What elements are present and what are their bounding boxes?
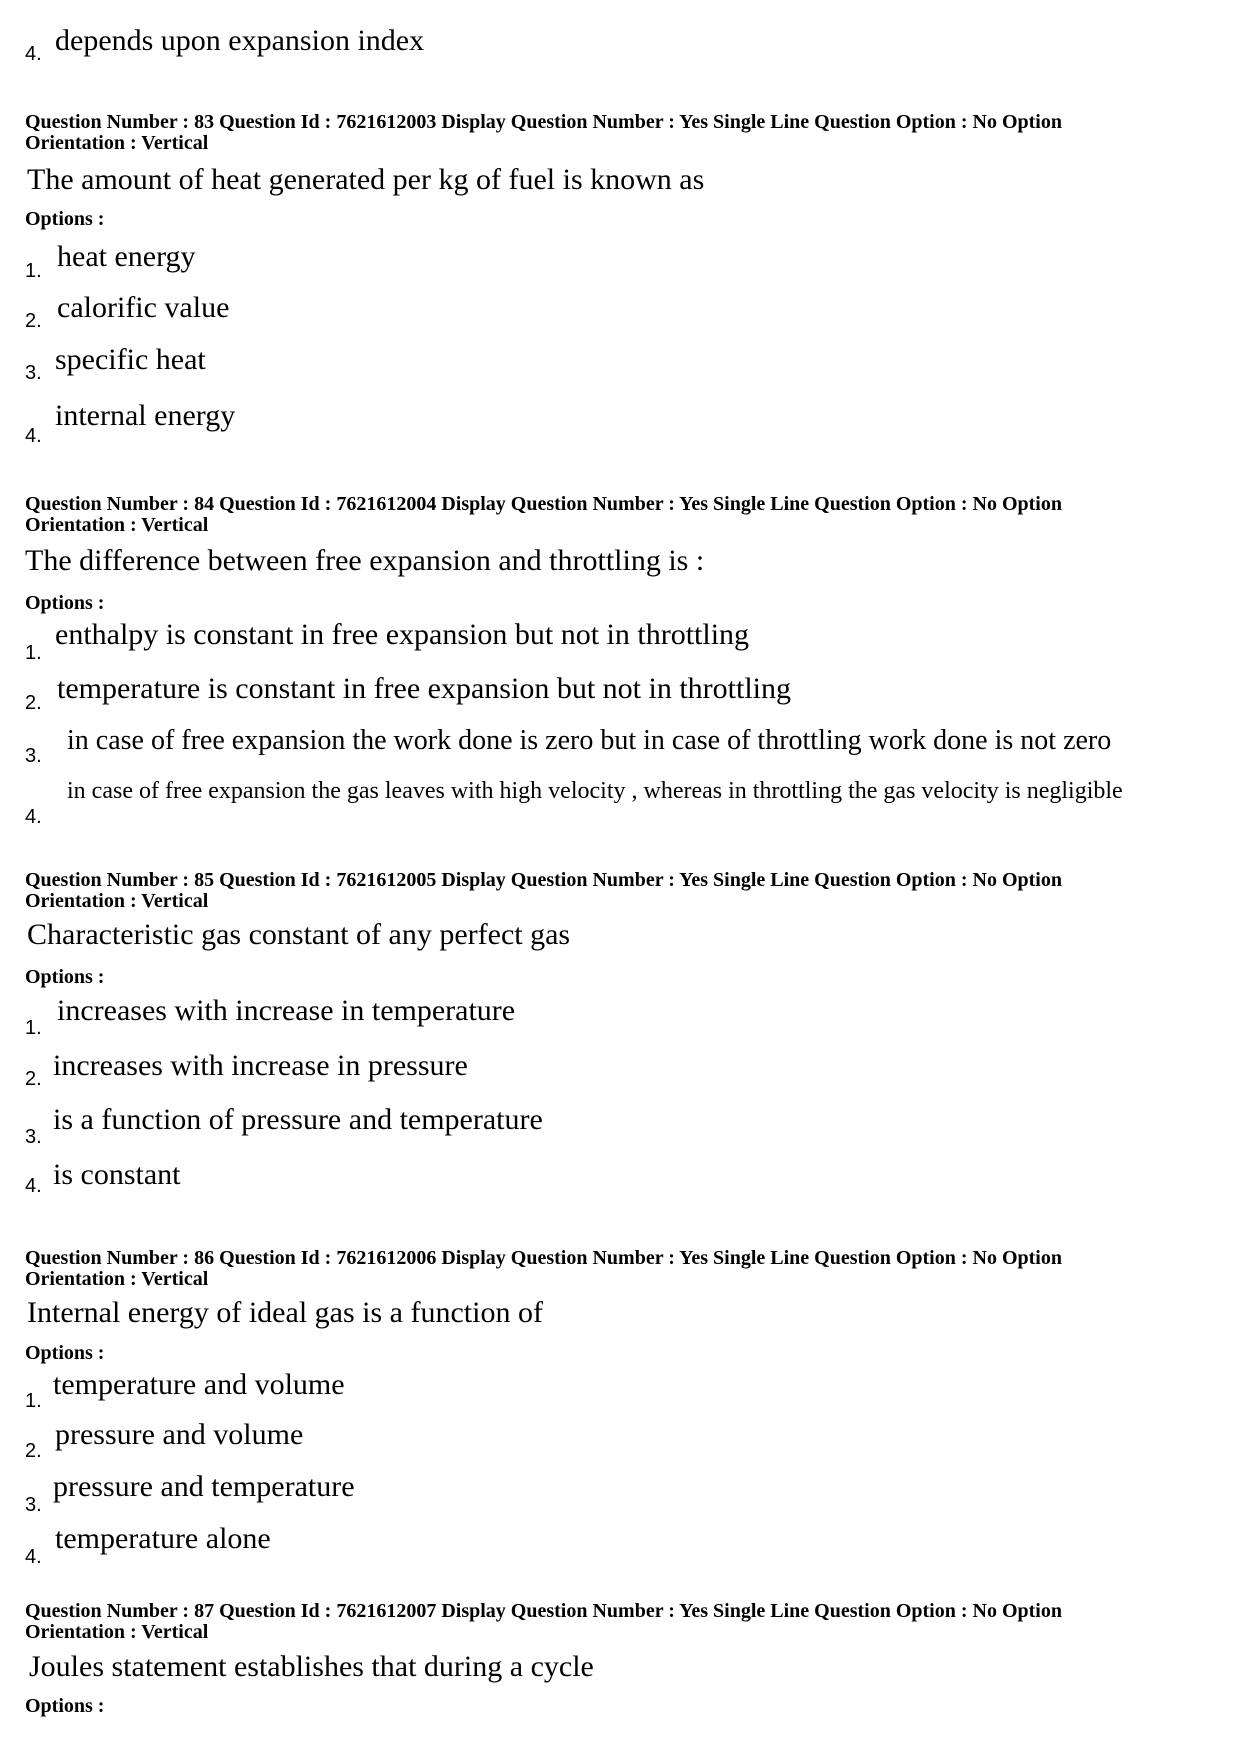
options-label: Options :	[25, 208, 105, 230]
options-label: Options :	[25, 1695, 105, 1717]
option-text: depends upon expansion index	[55, 24, 425, 57]
option-number: 1.	[25, 1017, 42, 1039]
option-text: pressure and temperature	[53, 1470, 355, 1503]
question-meta	[25, 1248, 1215, 1290]
question-meta-line: Orientation : Vertical	[25, 890, 209, 912]
question-meta-line: Question Number : 87 Question Id : 7621612007 Display Question Number : Yes Single Line Question Option : No Option	[25, 1600, 1062, 1622]
question-meta	[25, 112, 1215, 154]
option-number: 4.	[25, 43, 42, 65]
option-text: increases with increase in pressure	[53, 1049, 468, 1082]
option-number: 3.	[25, 1494, 42, 1516]
option-text: calorific value	[57, 291, 230, 324]
option-number: 2.	[25, 1068, 42, 1090]
question-text: Characteristic gas constant of any perfect gas	[27, 918, 571, 951]
options-label: Options :	[25, 592, 105, 614]
option-text: temperature is constant in free expansion but not in throttling	[57, 672, 791, 705]
option-text: heat energy	[57, 240, 196, 273]
option-number: 2.	[25, 1440, 42, 1462]
option-text: internal energy	[55, 399, 236, 432]
option-text: pressure and volume	[55, 1418, 304, 1451]
question-text: Joules statement establishes that during a cycle	[29, 1650, 594, 1683]
option-number: 4.	[25, 806, 42, 828]
option-number: 1.	[25, 642, 42, 664]
question-meta-line: Orientation : Vertical	[25, 514, 209, 536]
question-text: Internal energy of ideal gas is a function of	[27, 1296, 543, 1329]
question-meta	[25, 870, 1215, 912]
option-text: increases with increase in temperature	[57, 994, 516, 1027]
options-label: Options :	[25, 1342, 105, 1364]
question-meta-line: Question Number : 83 Question Id : 7621612003 Display Question Number : Yes Single Line Question Option : No Option	[25, 111, 1062, 133]
option-number: 4.	[25, 1175, 42, 1197]
question-meta-line: Orientation : Vertical	[25, 1621, 209, 1643]
option-number: 4.	[25, 425, 42, 447]
question-meta-line: Question Number : 86 Question Id : 7621612006 Display Question Number : Yes Single Line Question Option : No Option	[25, 1247, 1062, 1269]
option-text: specific heat	[55, 343, 206, 376]
option-text: is constant	[53, 1158, 181, 1191]
question-meta	[25, 494, 1215, 536]
question-meta	[25, 1601, 1215, 1643]
question-text: The difference between free expansion and throttling is :	[25, 544, 705, 577]
option-text: temperature alone	[55, 1522, 271, 1555]
option-number: 4.	[25, 1546, 42, 1568]
option-number: 2.	[25, 692, 42, 714]
question-meta-line: Question Number : 84 Question Id : 7621612004 Display Question Number : Yes Single Line Question Option : No Option	[25, 493, 1062, 515]
option-number: 1.	[25, 1390, 42, 1412]
option-text: enthalpy is constant in free expansion but not in throttling	[55, 618, 750, 651]
option-number: 3.	[25, 362, 42, 384]
option-number: 3.	[25, 1126, 42, 1148]
option-number: 3.	[25, 745, 42, 767]
options-label: Options :	[25, 966, 105, 988]
question-text: The amount of heat generated per kg of fuel is known as	[27, 163, 705, 196]
option-text: in case of free expansion the work done is zero but in case of throttling work done is not zero	[67, 725, 1112, 756]
option-text: temperature and volume	[53, 1368, 345, 1401]
option-number: 1.	[25, 260, 42, 282]
question-meta-line: Orientation : Vertical	[25, 1268, 209, 1290]
question-meta-line: Question Number : 85 Question Id : 7621612005 Display Question Number : Yes Single Line Question Option : No Option	[25, 869, 1062, 891]
option-text: in case of free expansion the gas leaves with high velocity , whereas in throttling the gas velocity is negligible	[67, 778, 1123, 804]
option-number: 2.	[25, 310, 42, 332]
question-meta-line: Orientation : Vertical	[25, 132, 209, 154]
option-text: is a function of pressure and temperature	[53, 1103, 543, 1136]
